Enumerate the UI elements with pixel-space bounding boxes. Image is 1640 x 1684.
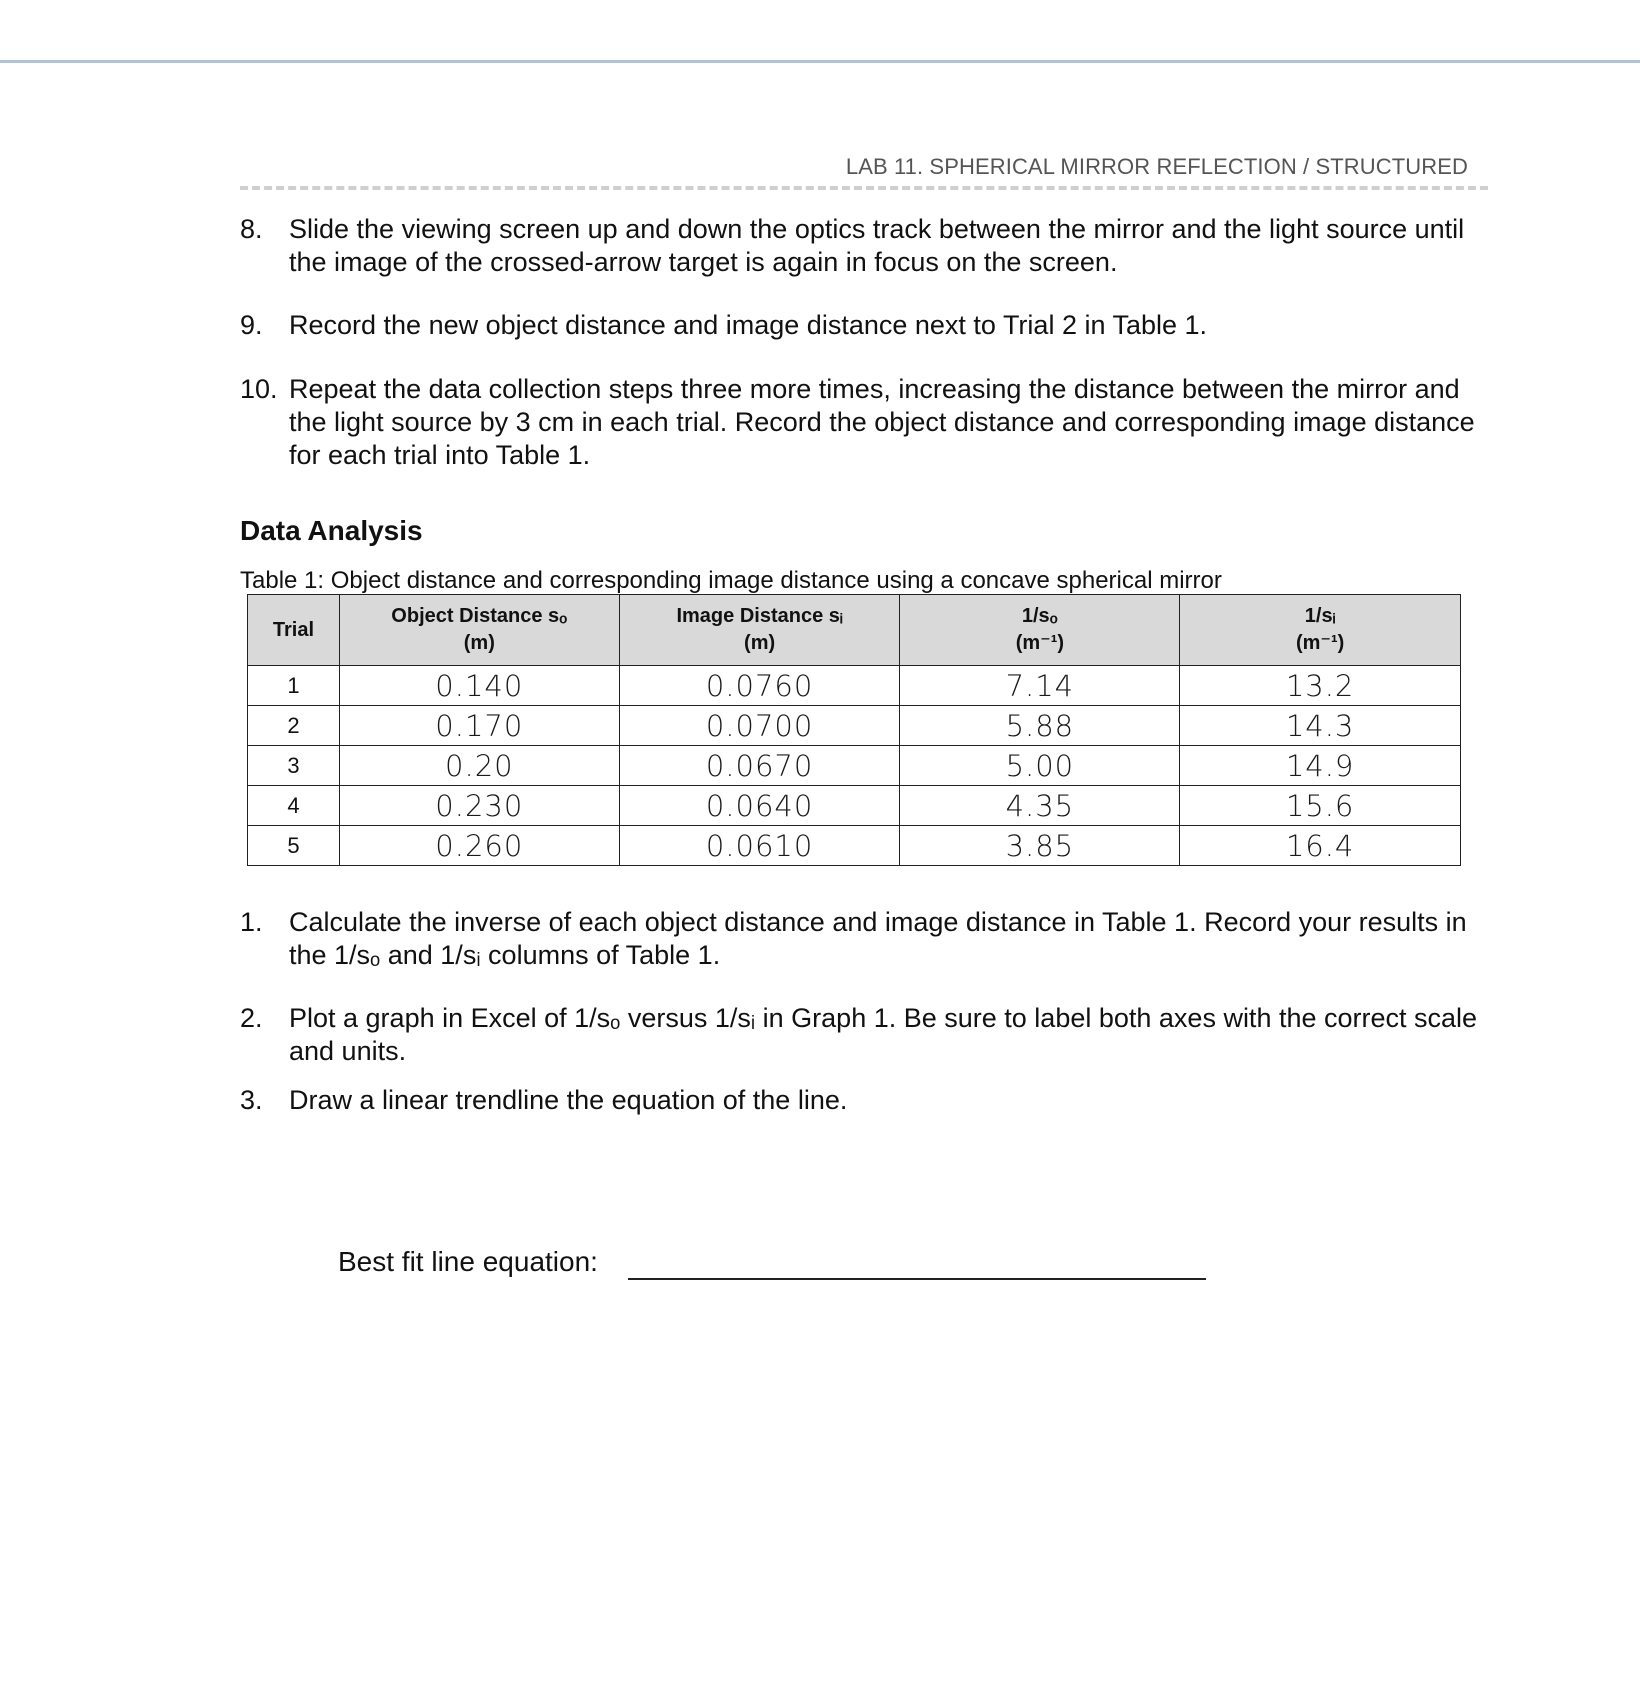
object-distance-cell: 0.260 (339, 826, 619, 866)
col-header-inverse-image (1180, 595, 1461, 666)
col-header-line1: Object Distance sₒ (391, 605, 568, 627)
image-distance-cell: 0.0640 (619, 786, 900, 826)
image-distance-cell: 0.0610 (619, 826, 900, 866)
col-header-line2: (m⁻¹) (1015, 632, 1065, 654)
col-header-line1: Trial (272, 618, 315, 641)
inverse-image-cell: 13.2 (1180, 666, 1461, 706)
trial-cell: 3 (248, 746, 340, 786)
inverse-object-cell: 4.35 (900, 786, 1180, 826)
analysis-question-2 (240, 1002, 1480, 1068)
col-header-line2: (m) (744, 632, 776, 654)
best-fit-label: Best fit line equation: (338, 1246, 598, 1277)
step-text: Repeat the data collection steps three more times, increasing the distance between the mirror and the light source by 3 cm in each trial. Record the object distance and corresponding image distance for each trial into Table 1. (289, 374, 1475, 470)
inverse-image-cell: 14.9 (1180, 746, 1461, 786)
procedure-step-10 (240, 373, 1480, 472)
col-header-inverse-object (900, 595, 1180, 666)
step-text: Slide the viewing screen up and down the optics track between the mirror and the light source until the image of the crossed-arrow target is again in focus on the screen. (289, 214, 1465, 277)
best-fit-answer-line[interactable] (628, 1278, 1206, 1280)
col-header-image-distance (619, 595, 900, 666)
col-header-line2: (m⁻¹) (1295, 632, 1345, 654)
question-number: 3. (240, 1085, 263, 1115)
table-row (248, 706, 1461, 746)
object-distance-cell: 0.140 (339, 666, 619, 706)
question-text: Plot a graph in Excel of 1/sₒ versus 1/sᵢ in Graph 1. Be sure to label both axes with the correct scale and units. (289, 1003, 1478, 1066)
section-title: Data Analysis (240, 515, 423, 546)
analysis-question-3 (240, 1084, 1480, 1117)
object-distance-cell: 0.170 (339, 706, 619, 746)
inverse-object-cell: 3.85 (900, 826, 1180, 866)
step-text: Record the new object distance and image distance next to Trial 2 in Table 1. (289, 310, 1208, 340)
step-number: 10. (240, 374, 278, 404)
question-text: Draw a linear trendline the equation of the line. (289, 1085, 848, 1115)
inverse-image-cell: 16.4 (1180, 826, 1461, 866)
table-row (248, 786, 1461, 826)
trial-cell: 4 (248, 786, 340, 826)
inverse-image-cell: 14.3 (1180, 706, 1461, 746)
procedure-step-8 (240, 213, 1480, 279)
table-caption: Table 1: Object distance and corresponding image distance using a concave spherical mirror (240, 567, 1222, 594)
question-number: 1. (240, 907, 263, 937)
running-header: LAB 11. SPHERICAL MIRROR REFLECTION / STRUCTURED (845, 154, 1468, 179)
table-header-row (248, 595, 1461, 666)
col-header-line1: Image Distance sᵢ (676, 605, 843, 627)
image-distance-cell: 0.0670 (619, 746, 900, 786)
step-number: 8. (240, 214, 263, 244)
table-row (248, 666, 1461, 706)
header-divider (240, 186, 1488, 190)
col-header-line1: 1/sᵢ (1304, 605, 1336, 627)
image-distance-cell: 0.0700 (619, 706, 900, 746)
procedure-step-9 (240, 309, 1480, 342)
object-distance-cell: 0.230 (339, 786, 619, 826)
inverse-object-cell: 7.14 (900, 666, 1180, 706)
question-text: Calculate the inverse of each object distance and image distance in Table 1. Record your results in the 1/sₒ and 1/sᵢ columns of Table 1. (289, 907, 1467, 970)
image-distance-cell: 0.0760 (619, 666, 900, 706)
object-distance-cell: 0.20 (339, 746, 619, 786)
col-header-line2: (m) (463, 632, 495, 654)
inverse-object-cell: 5.00 (900, 746, 1180, 786)
inverse-image-cell: 15.6 (1180, 786, 1461, 826)
question-number: 2. (240, 1003, 263, 1033)
trial-cell: 5 (248, 826, 340, 866)
col-header-line1: 1/sₒ (1021, 605, 1058, 627)
table-row (248, 746, 1461, 786)
step-number: 9. (240, 310, 263, 340)
trial-cell: 2 (248, 706, 340, 746)
page-top-rule (0, 60, 1640, 63)
trial-cell: 1 (248, 666, 340, 706)
data-table (247, 594, 1461, 866)
col-header-object-distance (339, 595, 619, 666)
col-header-trial (248, 595, 340, 666)
inverse-object-cell: 5.88 (900, 706, 1180, 746)
table-row (248, 826, 1461, 866)
analysis-question-1 (240, 906, 1480, 972)
